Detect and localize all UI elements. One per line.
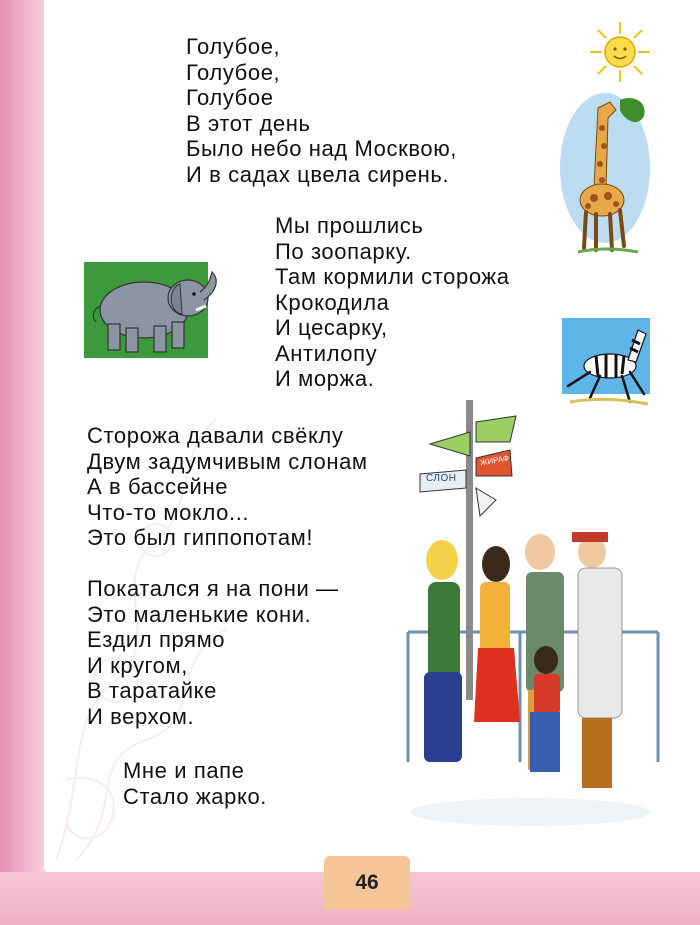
left-margin-band [0,0,44,925]
page-number: 46 [324,856,410,910]
poem-line: И в садах цвела сирень. [186,161,450,187]
sun-illustration [588,20,652,84]
poem-line: Ездил прямо [87,627,226,652]
poem-line: Что-то мокло... [87,499,250,525]
poem-line: И цесарку, [275,315,388,340]
sign-giraffe-label: ЖИРАФ [479,453,510,468]
poem-line: Сторожа давали свёклу [87,423,344,448]
sign-elephant-label: СЛОН [426,473,457,484]
poem-line: Стало жарко. [123,783,267,809]
poem-line: Голубое, [186,59,281,85]
poem-line: В таратайке [87,678,217,703]
stanza-3 [87,423,368,551]
poem-line: И кругом, [87,652,188,678]
poem-line: Покатался я на пони — [87,576,339,601]
poem-line: В этот день [186,110,311,136]
poem-line: Это был гиппопотам! [87,525,314,550]
stanza-4 [87,576,339,729]
poem-line: Было небо над Москвою, [186,136,458,161]
crowd-drawing [400,392,662,840]
stanza-1 [186,34,457,187]
poem-line: Голубое, [186,34,281,59]
giraffe-illustration [558,88,653,260]
poem-line: И моржа. [275,366,375,391]
stanza-2 [275,213,510,392]
elephant-illustration [84,262,234,358]
poem-line: Двум задумчивым слонам [87,448,368,474]
poem-line: Это маленькие кони. [87,601,312,627]
poem-line: Там кормили сторожа [275,264,510,289]
poem-line: Мне и папе [123,758,245,783]
poem-line: А в бассейне [87,474,229,499]
poem-line: Мы прошлись [275,213,424,238]
zoo-signpost-crowd-illustration [400,392,662,840]
poem-line: Антилопу [275,340,378,366]
stanza-5 [123,758,267,809]
poem-line: И верхом. [87,703,195,729]
poem-line: По зоопарку. [275,238,412,264]
poem-line: Крокодила [275,289,390,315]
poem-line: Голубое [186,85,274,110]
